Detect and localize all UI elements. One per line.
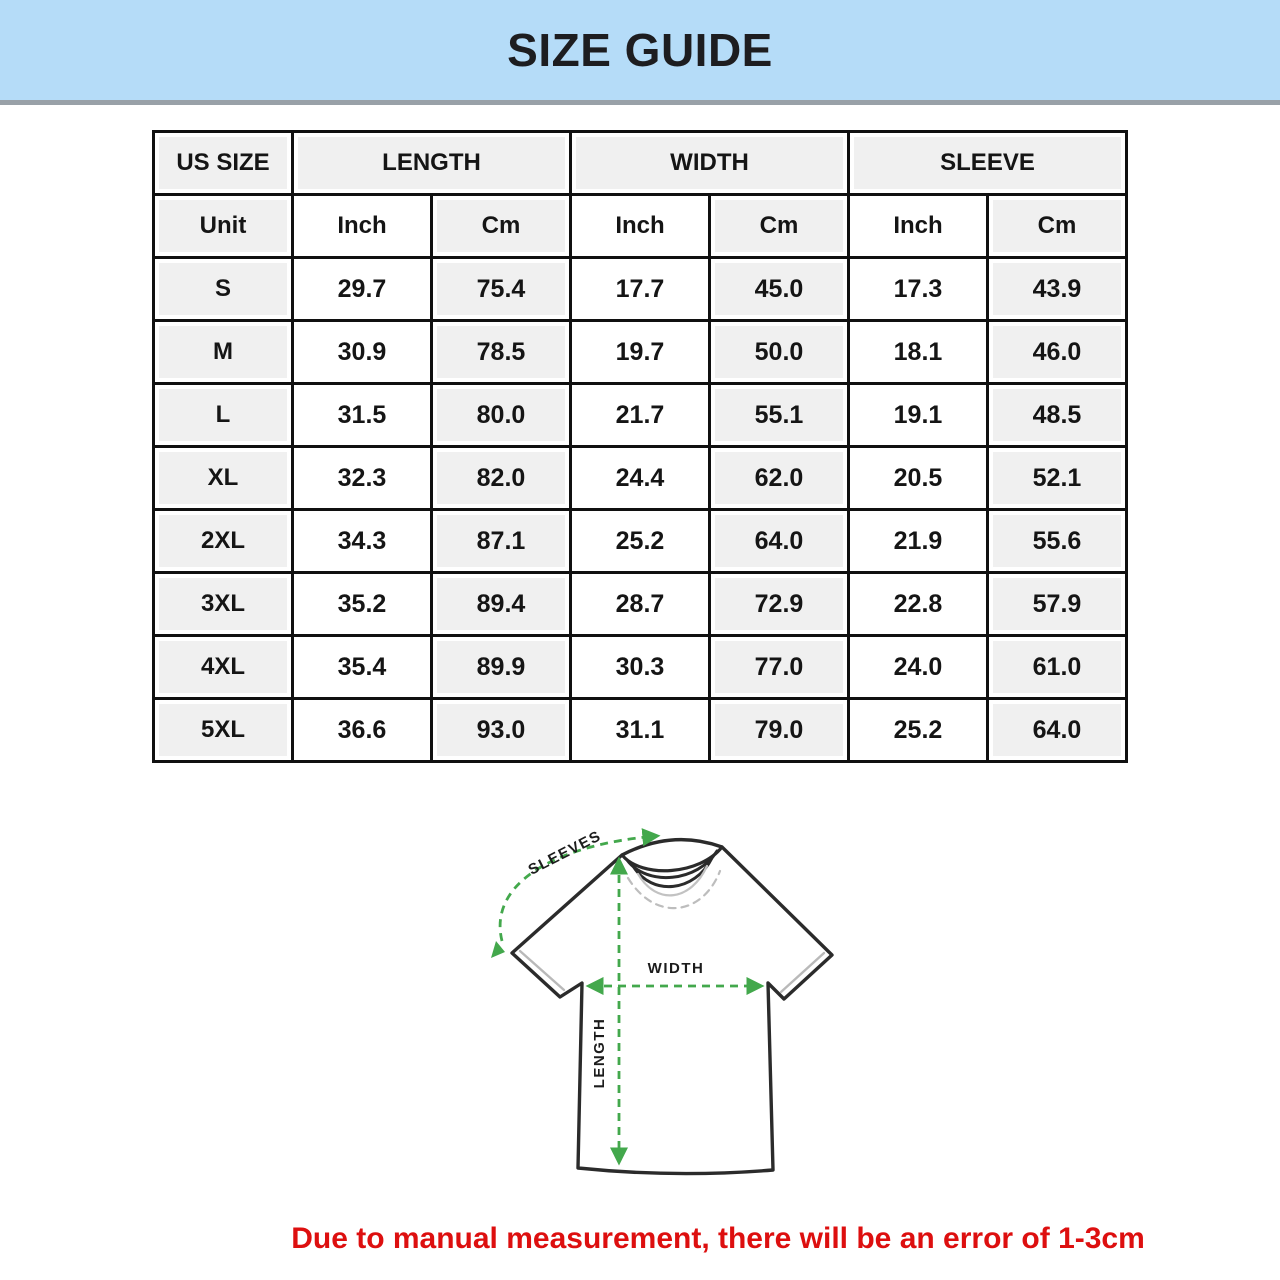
value-cell: 89.9 (432, 636, 571, 699)
value-cell: 64.0 (988, 699, 1127, 762)
header-banner (0, 0, 1280, 105)
value-cell: 75.4 (432, 258, 571, 321)
size-label-l: L (154, 384, 293, 447)
value-cell: 18.1 (849, 321, 988, 384)
unit-row (154, 195, 1127, 258)
value-cell: 80.0 (432, 384, 571, 447)
size-row-5xl (154, 699, 1127, 762)
unit-cell-cm-5: Cm (988, 195, 1127, 258)
value-cell: 43.9 (988, 258, 1127, 321)
value-cell: 29.7 (293, 258, 432, 321)
value-cell: 93.0 (432, 699, 571, 762)
tshirt-measurement-diagram (460, 805, 900, 1205)
column-group-width: WIDTH (571, 132, 849, 195)
value-cell: 45.0 (710, 258, 849, 321)
value-cell: 24.0 (849, 636, 988, 699)
value-cell: 30.3 (571, 636, 710, 699)
value-cell: 52.1 (988, 447, 1127, 510)
column-group-sleeve: SLEEVE (849, 132, 1127, 195)
value-cell: 21.7 (571, 384, 710, 447)
value-cell: 19.7 (571, 321, 710, 384)
sleeves-arrowhead (491, 941, 505, 958)
value-cell: 35.4 (293, 636, 432, 699)
size-row-2xl (154, 510, 1127, 573)
value-cell: 17.3 (849, 258, 988, 321)
size-label-4xl: 4XL (154, 636, 293, 699)
value-cell: 22.8 (849, 573, 988, 636)
value-cell: 78.5 (432, 321, 571, 384)
value-cell: 31.1 (571, 699, 710, 762)
value-cell: 31.5 (293, 384, 432, 447)
size-label-xl: XL (154, 447, 293, 510)
unit-cell-inch-4: Inch (849, 195, 988, 258)
unit-cell-cm-3: Cm (710, 195, 849, 258)
unit-cell-cm-1: Cm (432, 195, 571, 258)
value-cell: 46.0 (988, 321, 1127, 384)
size-label-s: S (154, 258, 293, 321)
value-cell: 36.6 (293, 699, 432, 762)
value-cell: 24.4 (571, 447, 710, 510)
size-table (152, 130, 1128, 763)
size-label-3xl: 3XL (154, 573, 293, 636)
tshirt-outline-icon (512, 840, 832, 1174)
unit-row-label: Unit (154, 195, 293, 258)
size-label-2xl: 2XL (154, 510, 293, 573)
value-cell: 20.5 (849, 447, 988, 510)
column-group-row (154, 132, 1127, 195)
size-row-3xl (154, 573, 1127, 636)
size-row-4xl (154, 636, 1127, 699)
value-cell: 55.1 (710, 384, 849, 447)
value-cell: 61.0 (988, 636, 1127, 699)
value-cell: 35.2 (293, 573, 432, 636)
sleeves-label: SLEEVES (525, 827, 605, 879)
value-cell: 32.3 (293, 447, 432, 510)
value-cell: 25.2 (571, 510, 710, 573)
value-cell: 77.0 (710, 636, 849, 699)
value-cell: 34.3 (293, 510, 432, 573)
value-cell: 79.0 (710, 699, 849, 762)
footer-note: Due to manual measurement, there will be an error of 1-3cm (291, 1222, 1145, 1255)
size-table-body (154, 258, 1127, 762)
unit-cell-inch-2: Inch (571, 195, 710, 258)
size-row-s (154, 258, 1127, 321)
value-cell: 72.9 (710, 573, 849, 636)
value-cell: 21.9 (849, 510, 988, 573)
size-row-xl (154, 447, 1127, 510)
value-cell: 89.4 (432, 573, 571, 636)
width-label: WIDTH (647, 960, 705, 977)
size-label-m: M (154, 321, 293, 384)
value-cell: 25.2 (849, 699, 988, 762)
value-cell: 64.0 (710, 510, 849, 573)
page-title: SIZE GUIDE (507, 24, 773, 76)
value-cell: 48.5 (988, 384, 1127, 447)
column-group-length: LENGTH (293, 132, 571, 195)
value-cell: 30.9 (293, 321, 432, 384)
value-cell: 87.1 (432, 510, 571, 573)
value-cell: 17.7 (571, 258, 710, 321)
column-group-us-size: US SIZE (154, 132, 293, 195)
length-label: LENGTH (591, 1017, 608, 1089)
size-row-l (154, 384, 1127, 447)
value-cell: 50.0 (710, 321, 849, 384)
value-cell: 82.0 (432, 447, 571, 510)
value-cell: 28.7 (571, 573, 710, 636)
value-cell: 19.1 (849, 384, 988, 447)
footer-note-row (0, 1222, 1280, 1256)
size-label-5xl: 5XL (154, 699, 293, 762)
value-cell: 62.0 (710, 447, 849, 510)
size-row-m (154, 321, 1127, 384)
size-table-head (154, 132, 1127, 258)
unit-cell-inch-0: Inch (293, 195, 432, 258)
value-cell: 55.6 (988, 510, 1127, 573)
value-cell: 57.9 (988, 573, 1127, 636)
size-table-container (152, 130, 1128, 763)
